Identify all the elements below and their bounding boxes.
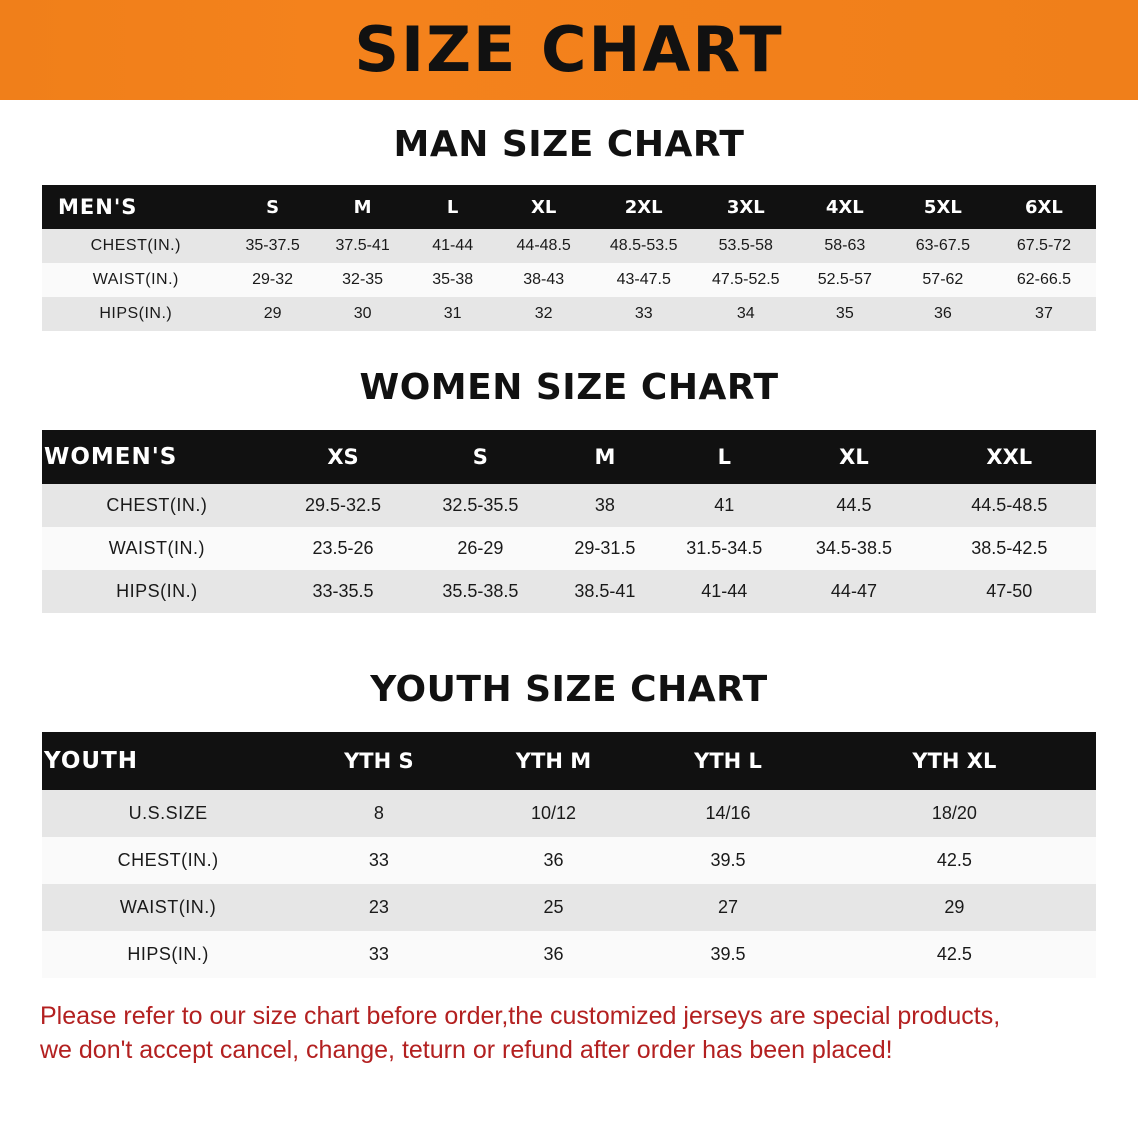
header-banner (0, 0, 1138, 100)
youth-cell-0-3: 18/20 (813, 790, 1096, 837)
man-section-title: MAN SIZE CHART (393, 124, 745, 165)
women-cell-1-2: 29-31.5 (546, 527, 663, 570)
youth-header-row (42, 732, 1096, 790)
women-header-cell-5: XL (785, 430, 922, 484)
women-row-label-0: CHEST(IN.) (42, 484, 272, 527)
man-header-cell-0: MEN'S (42, 185, 230, 229)
man-cell-0-7: 63-67.5 (894, 229, 992, 263)
women-cell-2-1: 35.5-38.5 (414, 570, 546, 613)
youth-cell-0-2: 14/16 (643, 790, 812, 837)
man-header-cell-6: 3XL (696, 185, 796, 229)
table-row (42, 229, 1096, 263)
youth-cell-2-2: 27 (643, 884, 812, 931)
women-cell-1-5: 38.5-42.5 (923, 527, 1096, 570)
women-size-table (42, 430, 1096, 613)
youth-cell-2-0: 23 (294, 884, 463, 931)
youth-row-label-2: WAIST(IN.) (42, 884, 294, 931)
women-cell-0-4: 44.5 (785, 484, 922, 527)
man-header-cell-1: S (230, 185, 316, 229)
women-size-table-wrapper (42, 430, 1096, 613)
youth-header-cell-3: YTH L (643, 732, 812, 790)
table-row (42, 790, 1096, 837)
table-row (42, 297, 1096, 331)
youth-cell-1-1: 36 (464, 837, 644, 884)
youth-row-label-1: CHEST(IN.) (42, 837, 294, 884)
youth-cell-2-1: 25 (464, 884, 644, 931)
youth-header-cell-0: YOUTH (42, 732, 294, 790)
table-row (42, 931, 1096, 978)
youth-cell-3-0: 33 (294, 931, 463, 978)
table-row (42, 884, 1096, 931)
man-cell-1-0: 29-32 (230, 263, 316, 297)
man-cell-0-8: 67.5-72 (992, 229, 1096, 263)
man-header-cell-7: 4XL (796, 185, 894, 229)
women-cell-1-0: 23.5-26 (272, 527, 414, 570)
man-header-cell-5: 2XL (592, 185, 696, 229)
women-header-cell-4: L (663, 430, 785, 484)
disclaimer-note (40, 1000, 1098, 1068)
page-title: SIZE CHART (354, 13, 784, 86)
women-cell-1-4: 34.5-38.5 (785, 527, 922, 570)
women-header-cell-3: M (546, 430, 663, 484)
youth-size-table-wrapper (42, 732, 1096, 978)
youth-cell-3-1: 36 (464, 931, 644, 978)
youth-section-title: YOUTH SIZE CHART (370, 669, 768, 710)
youth-cell-0-0: 8 (294, 790, 463, 837)
man-cell-0-3: 44-48.5 (496, 229, 592, 263)
women-row-label-2: HIPS(IN.) (42, 570, 272, 613)
man-cell-2-4: 33 (592, 297, 696, 331)
man-cell-0-1: 37.5-41 (316, 229, 410, 263)
women-row-label-1: WAIST(IN.) (42, 527, 272, 570)
women-cell-1-1: 26-29 (414, 527, 546, 570)
women-header-cell-2: S (414, 430, 546, 484)
man-cell-1-7: 57-62 (894, 263, 992, 297)
man-cell-2-8: 37 (992, 297, 1096, 331)
women-cell-2-4: 44-47 (785, 570, 922, 613)
man-cell-2-2: 31 (410, 297, 496, 331)
man-cell-1-1: 32-35 (316, 263, 410, 297)
man-cell-0-4: 48.5-53.5 (592, 229, 696, 263)
table-row (42, 484, 1096, 527)
man-cell-0-0: 35-37.5 (230, 229, 316, 263)
man-cell-1-3: 38-43 (496, 263, 592, 297)
women-cell-0-5: 44.5-48.5 (923, 484, 1096, 527)
man-table-body (42, 229, 1096, 331)
man-row-label-1: WAIST(IN.) (42, 263, 230, 297)
women-header-row (42, 430, 1096, 484)
man-header-cell-3: L (410, 185, 496, 229)
women-cell-2-0: 33-35.5 (272, 570, 414, 613)
youth-table-head (42, 732, 1096, 790)
youth-header-cell-2: YTH M (464, 732, 644, 790)
women-table-head (42, 430, 1096, 484)
man-cell-2-3: 32 (496, 297, 592, 331)
disclaimer-line-1: Please refer to our size chart before order,the customized jerseys are special products, (40, 1002, 1001, 1030)
disclaimer-line-2: we don't accept cancel, change, teturn or refund after order has been placed! (40, 1035, 893, 1064)
table-row (42, 263, 1096, 297)
man-cell-1-2: 35-38 (410, 263, 496, 297)
youth-cell-2-3: 29 (813, 884, 1096, 931)
man-header-cell-2: M (316, 185, 410, 229)
youth-cell-0-1: 10/12 (464, 790, 644, 837)
women-cell-2-2: 38.5-41 (546, 570, 663, 613)
youth-cell-3-3: 42.5 (813, 931, 1096, 978)
women-cell-2-5: 47-50 (923, 570, 1096, 613)
man-header-row (42, 185, 1096, 229)
man-header-cell-8: 5XL (894, 185, 992, 229)
man-cell-0-5: 53.5-58 (696, 229, 796, 263)
women-cell-0-3: 41 (663, 484, 785, 527)
youth-header-cell-1: YTH S (294, 732, 463, 790)
women-cell-0-2: 38 (546, 484, 663, 527)
women-cell-2-3: 41-44 (663, 570, 785, 613)
women-header-cell-1: XS (272, 430, 414, 484)
women-cell-0-0: 29.5-32.5 (272, 484, 414, 527)
man-cell-0-6: 58-63 (796, 229, 894, 263)
women-header-cell-6: XXL (923, 430, 1096, 484)
women-header-cell-0: WOMEN'S (42, 430, 272, 484)
man-cell-2-1: 30 (316, 297, 410, 331)
table-row (42, 837, 1096, 884)
women-cell-0-1: 32.5-35.5 (414, 484, 546, 527)
women-cell-1-3: 31.5-34.5 (663, 527, 785, 570)
youth-cell-3-2: 39.5 (643, 931, 812, 978)
women-section-title: WOMEN SIZE CHART (359, 367, 779, 408)
man-cell-2-0: 29 (230, 297, 316, 331)
man-cell-2-6: 35 (796, 297, 894, 331)
man-cell-2-7: 36 (894, 297, 992, 331)
youth-header-cell-4: YTH XL (813, 732, 1096, 790)
women-table-body (42, 484, 1096, 613)
youth-row-label-3: HIPS(IN.) (42, 931, 294, 978)
man-cell-1-4: 43-47.5 (592, 263, 696, 297)
man-size-table-wrapper (42, 185, 1096, 331)
youth-cell-1-0: 33 (294, 837, 463, 884)
youth-size-table (42, 732, 1096, 978)
man-row-label-0: CHEST(IN.) (42, 229, 230, 263)
table-row (42, 527, 1096, 570)
man-size-table (42, 185, 1096, 331)
youth-cell-1-2: 39.5 (643, 837, 812, 884)
man-header-cell-9: 6XL (992, 185, 1096, 229)
man-row-label-2: HIPS(IN.) (42, 297, 230, 331)
man-cell-1-5: 47.5-52.5 (696, 263, 796, 297)
youth-table-body (42, 790, 1096, 978)
table-row (42, 570, 1096, 613)
man-cell-2-5: 34 (696, 297, 796, 331)
man-table-head (42, 185, 1096, 229)
youth-cell-1-3: 42.5 (813, 837, 1096, 884)
man-cell-0-2: 41-44 (410, 229, 496, 263)
man-header-cell-4: XL (496, 185, 592, 229)
man-cell-1-8: 62-66.5 (992, 263, 1096, 297)
youth-row-label-0: U.S.SIZE (42, 790, 294, 837)
man-cell-1-6: 52.5-57 (796, 263, 894, 297)
